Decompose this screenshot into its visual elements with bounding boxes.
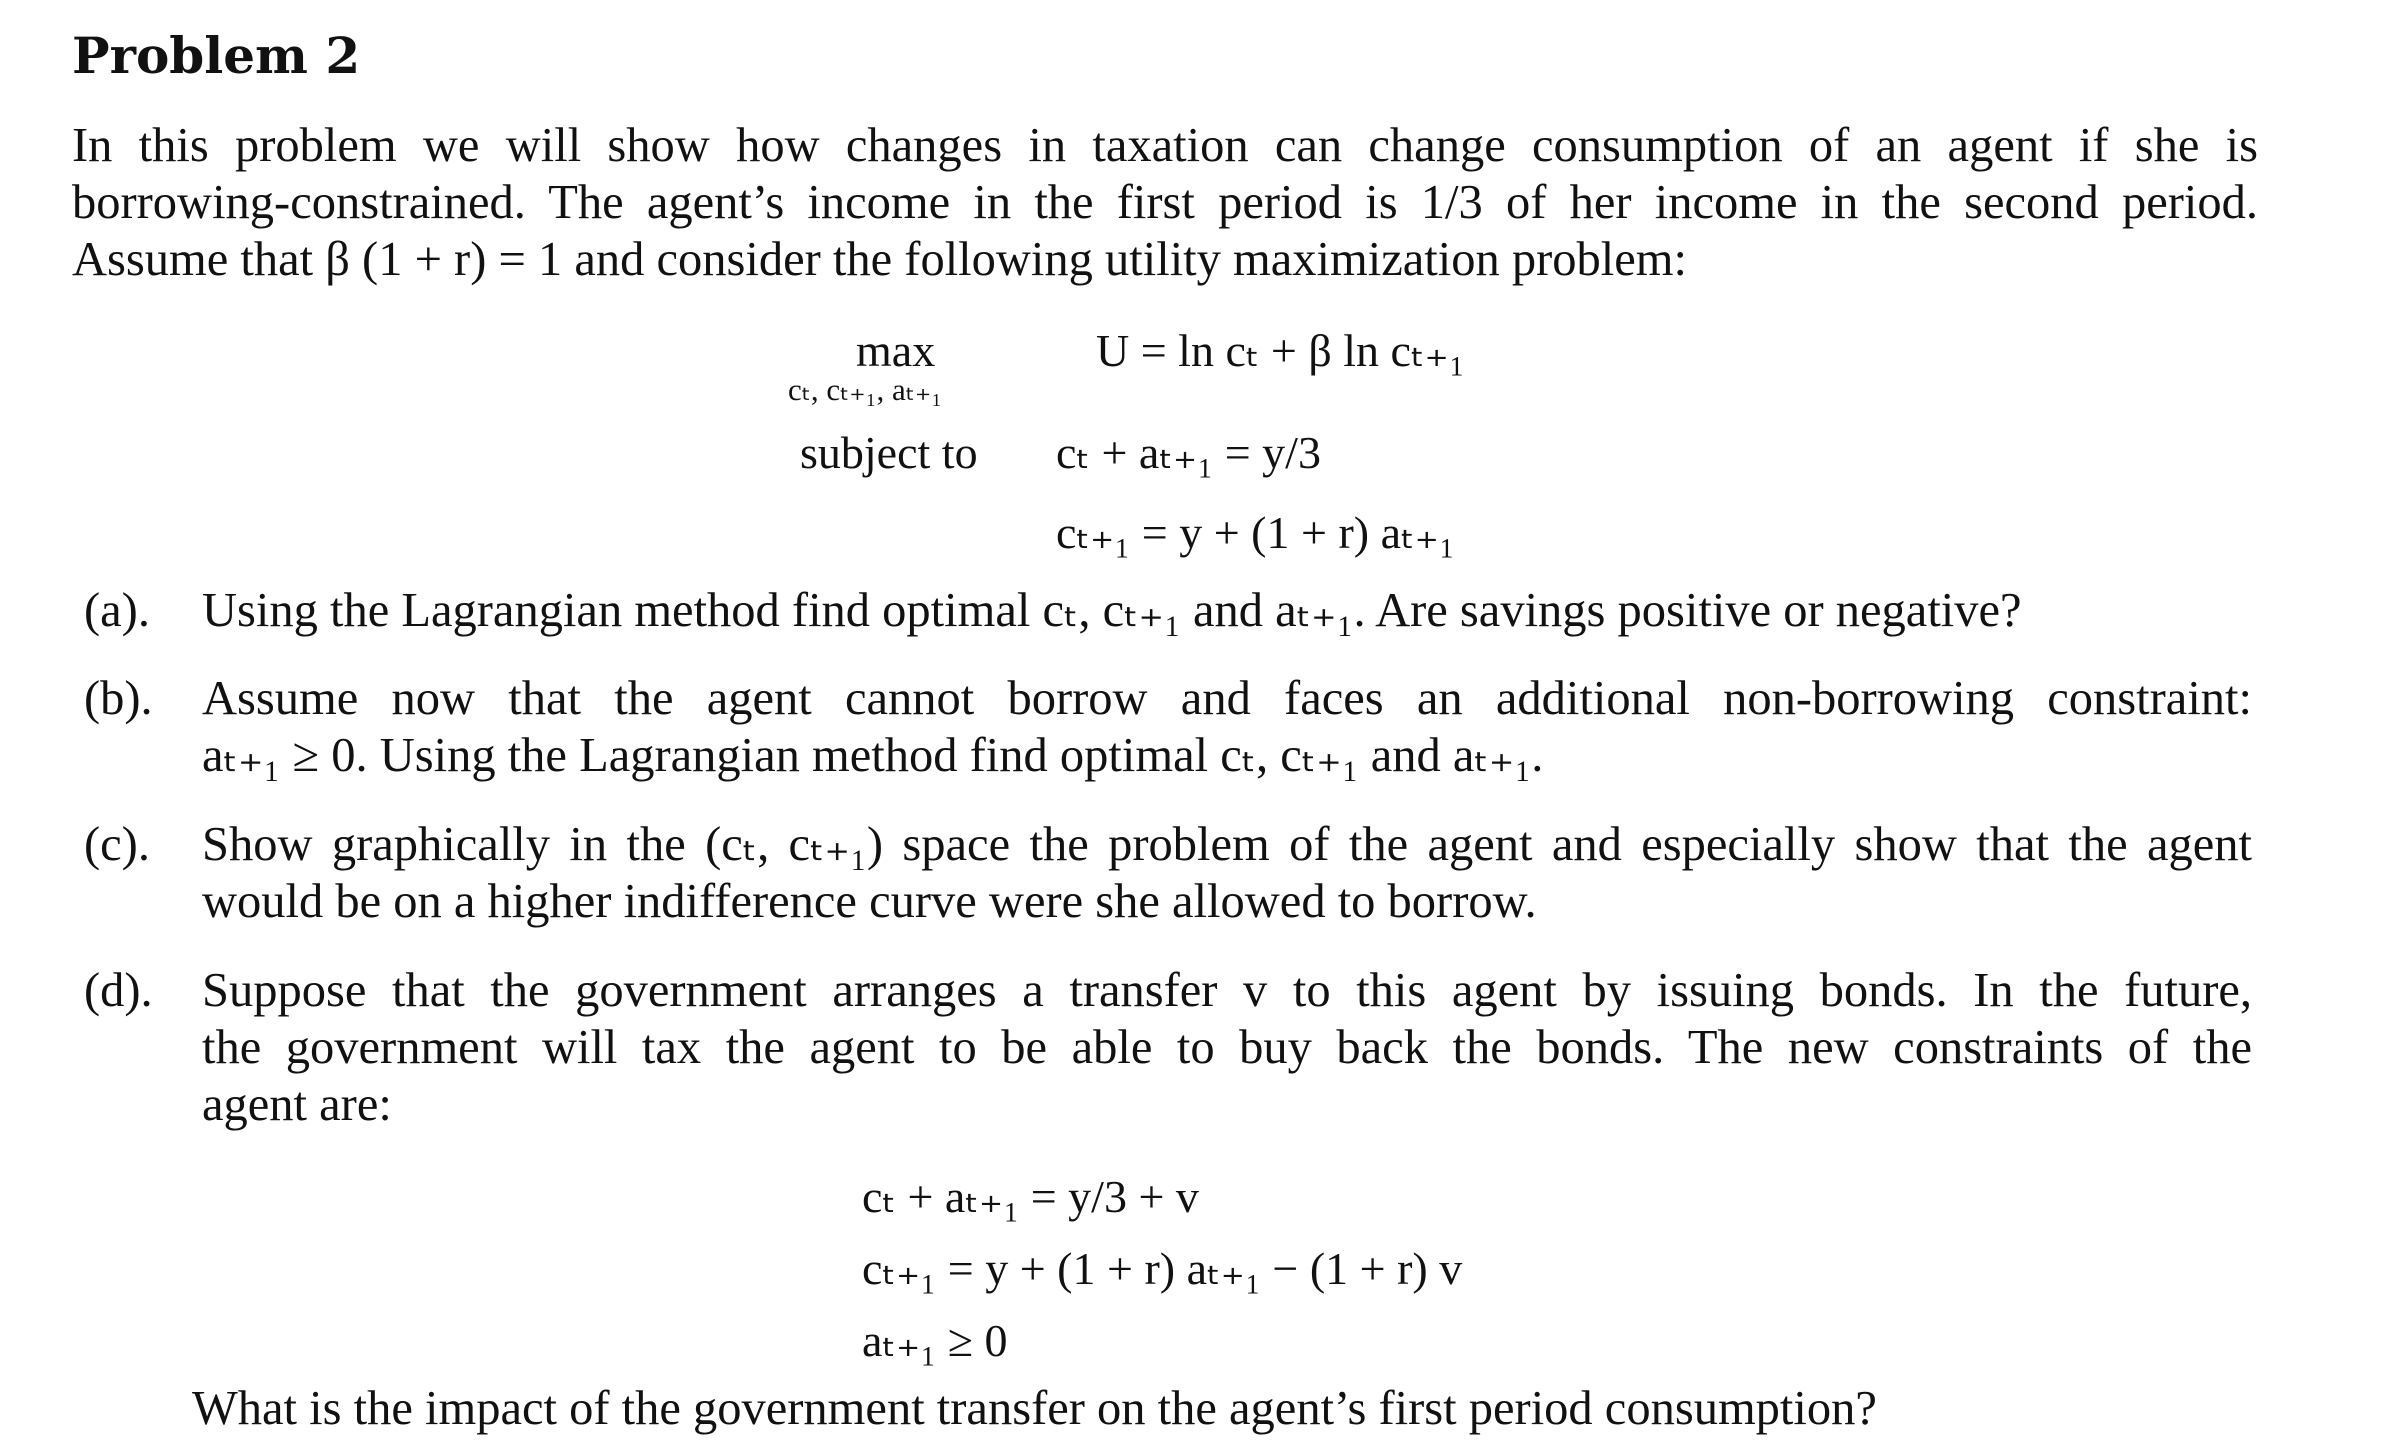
part-b-text: aₜ₊₁ ≥ 0. Using the Lagrangian method find optimal cₜ, cₜ₊₁ and aₜ₊₁.: [202, 729, 1544, 782]
part-c-text: Show graphically in the (cₜ, cₜ₊₁) space the problem of the agent and especially show that the agent: [202, 818, 2252, 871]
budget-constraint-2: cₜ₊₁ = y + (1 + r) aₜ₊₁: [1056, 507, 1455, 558]
new-constraint-1: cₜ + aₜ₊₁ = y/3 + v: [862, 1171, 1199, 1222]
intro-line: borrowing-constrained. The agent’s income in the first period is 1/3 of her income in the second period.: [72, 176, 2258, 229]
part-d-text: agent are:: [202, 1078, 392, 1131]
part-c-label: (c).: [84, 818, 150, 871]
intro-line: Assume that β (1 + r) = 1 and consider the following utility maximization problem:: [72, 233, 1687, 286]
part-d-text: Suppose that the government arranges a transfer v to this agent by issuing bonds. In the future,: [202, 964, 2252, 1017]
subject-to-label: subject to: [800, 427, 978, 478]
intro-paragraph: [72, 117, 2258, 288]
intro-line: In this problem we will show how changes in taxation can change consumption of an agent if she is: [72, 119, 2258, 172]
new-constraint-3: aₜ₊₁ ≥ 0: [862, 1315, 1008, 1366]
part-d-text: the government will tax the agent to be able to buy back the bonds. The new constraints of the: [202, 1021, 2252, 1074]
part-a-label: (a).: [84, 584, 150, 637]
problem-heading: Problem 2: [72, 26, 361, 85]
part-b-text: Assume now that the agent cannot borrow and faces an additional non-borrowing constraint:: [202, 672, 2252, 725]
part-b-label: (b).: [84, 672, 153, 725]
choice-variables: cₜ, cₜ₊₁, aₜ₊₁: [788, 372, 943, 407]
final-question: What is the impact of the government transfer on the agent’s first period consumption?: [192, 1382, 1877, 1435]
part-a-text: Using the Lagrangian method find optimal cₜ, cₜ₊₁ and aₜ₊₁. Are savings positive or negative?: [202, 584, 2022, 637]
part-c-text: would be on a higher indifference curve were she allowed to borrow.: [202, 875, 1537, 928]
part-d-label: (d).: [84, 964, 153, 1017]
new-constraint-2: cₜ₊₁ = y + (1 + r) aₜ₊₁ − (1 + r) v: [862, 1243, 1463, 1294]
utility-function: U = ln cₜ + β ln cₜ₊₁: [1096, 325, 1465, 376]
budget-constraint-1: cₜ + aₜ₊₁ = y/3: [1056, 427, 1321, 478]
part-d: [84, 962, 2274, 1142]
part-c: [84, 816, 2274, 936]
max-operator: max: [856, 325, 936, 376]
part-b: [84, 670, 2274, 790]
part-a: [84, 582, 2274, 642]
